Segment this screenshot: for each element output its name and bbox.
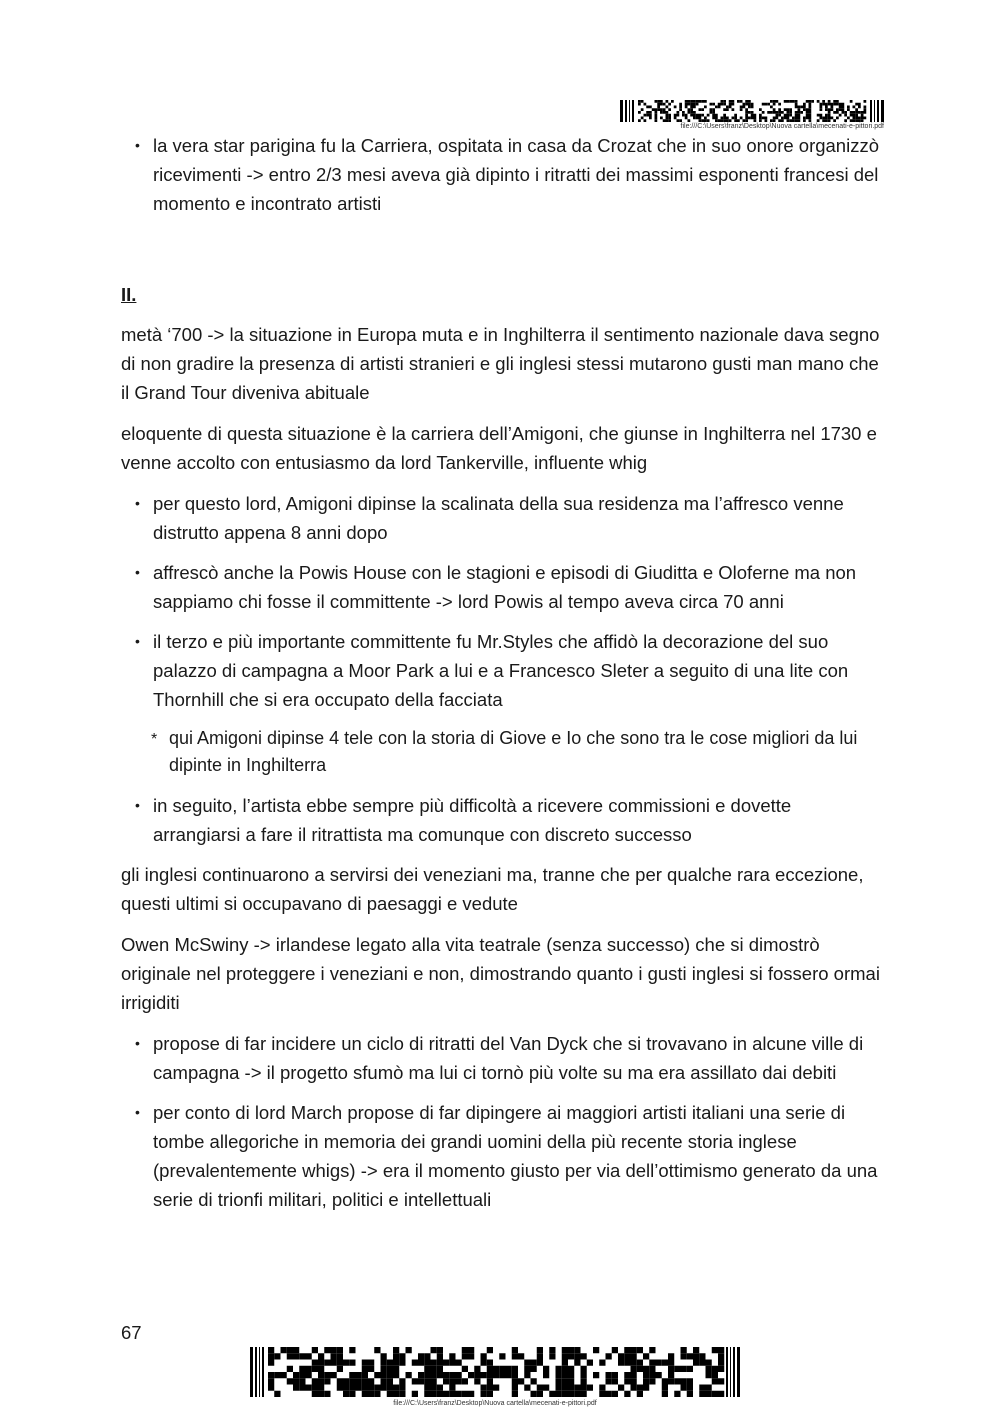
page-number: 67 <box>121 1322 142 1343</box>
barcode-top-image <box>620 100 884 122</box>
sub-bullet-text: qui Amigoni dipinse 4 tele con la storia di Giove e Io che sono tra le cose migliori da lui dipinte in Inghilterra <box>169 728 858 775</box>
bullet-marker: • <box>135 633 140 649</box>
bullet-item <box>121 558 881 616</box>
bullet-item <box>121 489 881 547</box>
bullet-text: affrescò anche la Powis House con le stagioni e episodi di Giuditta e Oloferne ma non sappiamo chi fosse il committente -> lord Powis al tempo aveva circa 70 anni <box>153 562 857 612</box>
bullet-marker: • <box>135 1104 140 1120</box>
bullet-item <box>121 131 881 218</box>
bullet-item <box>121 627 881 714</box>
sub-bullet-marker: * <box>151 731 158 748</box>
section-heading: II. <box>121 284 137 305</box>
bullet-marker: • <box>135 137 140 153</box>
bullet-marker: • <box>135 797 140 813</box>
bullet-text: per conto di lord March propose di far dipingere ai maggiori artisti italiani una serie di tombe allegoriche in memoria dei grandi uomini della più recente storia inglese (prevalentemente whigs) -> era il momento giusto per via dell’ottimismo generato da una serie di trionfi militari, politici e intellettuali <box>153 1102 878 1210</box>
bullet-item <box>121 1029 881 1087</box>
sub-bullet-item <box>121 725 881 779</box>
paragraph: metà ‘700 -> la situazione in Europa muta e in Inghilterra il sentimento nazionale dava segno di non gradire la presenza di artisti stranieri e gli inglesi stessi mutarono gusti man mano che il Grand Tour diveniva abituale <box>121 324 880 403</box>
paragraph: Owen McSwiny -> irlandese legato alla vita teatrale (senza successo) che si dimostrò originale nel proteggere i veneziani e non, dimostrando quanto i gusti inglesi si fossero ormai irrigiditi <box>121 934 880 1013</box>
footer-file-path: file:///C:\Users\franz\Desktop\Nuova cartella\mecenati-e-pittori.pdf <box>393 1400 597 1407</box>
bullet-text: propose di far incidere un ciclo di ritratti del Van Dyck che si trovavano in alcune ville di campagna -> il progetto sfumò ma lui ci tornò più volte su ma era assillato dai debiti <box>153 1033 864 1083</box>
paragraph: eloquente di questa situazione è la carriera dell’Amigoni, che giunse in Inghilterra nel 1730 e venne accolto con entusiasmo da lord Tankerville, influente whig <box>121 423 877 473</box>
bullet-marker: • <box>135 495 140 511</box>
bullet-item <box>121 791 881 849</box>
bullet-text: la vera star parigina fu la Carriera, ospitata in casa da Crozat che in suo onore organizzò ricevimenti -> entro 2/3 mesi aveva già dipinto i ritratti dei massimi esponenti francesi del momento e incontrato artisti <box>153 135 879 214</box>
bullet-text: per questo lord, Amigoni dipinse la scalinata della sua residenza ma l’affresco venne distrutto appena 8 anni dopo <box>153 493 844 543</box>
header-file-path: file:///C:\Users\franz\Desktop\Nuova cartella\mecenati-e-pittori.pdf <box>680 123 884 130</box>
bullet-text: il terzo e più importante committente fu Mr.Styles che affidò la decorazione del suo palazzo di campagna a Moor Park a lui e a Francesco Sleter a seguito di una lite con Thornhill che si era occupato della facciata <box>153 631 849 710</box>
bullet-item <box>121 1098 881 1214</box>
bullet-marker: • <box>135 564 140 580</box>
bullet-text: in seguito, l’artista ebbe sempre più difficoltà a ricevere commissioni e dovette arrangiarsi a fare il ritrattista ma comunque con discreto successo <box>153 795 792 845</box>
page-content <box>121 131 881 1225</box>
barcode-bottom-image <box>250 1347 740 1397</box>
bullet-marker: • <box>135 1035 140 1051</box>
paragraph: gli inglesi continuarono a servirsi dei veneziani ma, tranne che per qualche rara eccezione, questi ultimi si occupavano di paesaggi e vedute <box>121 864 864 914</box>
